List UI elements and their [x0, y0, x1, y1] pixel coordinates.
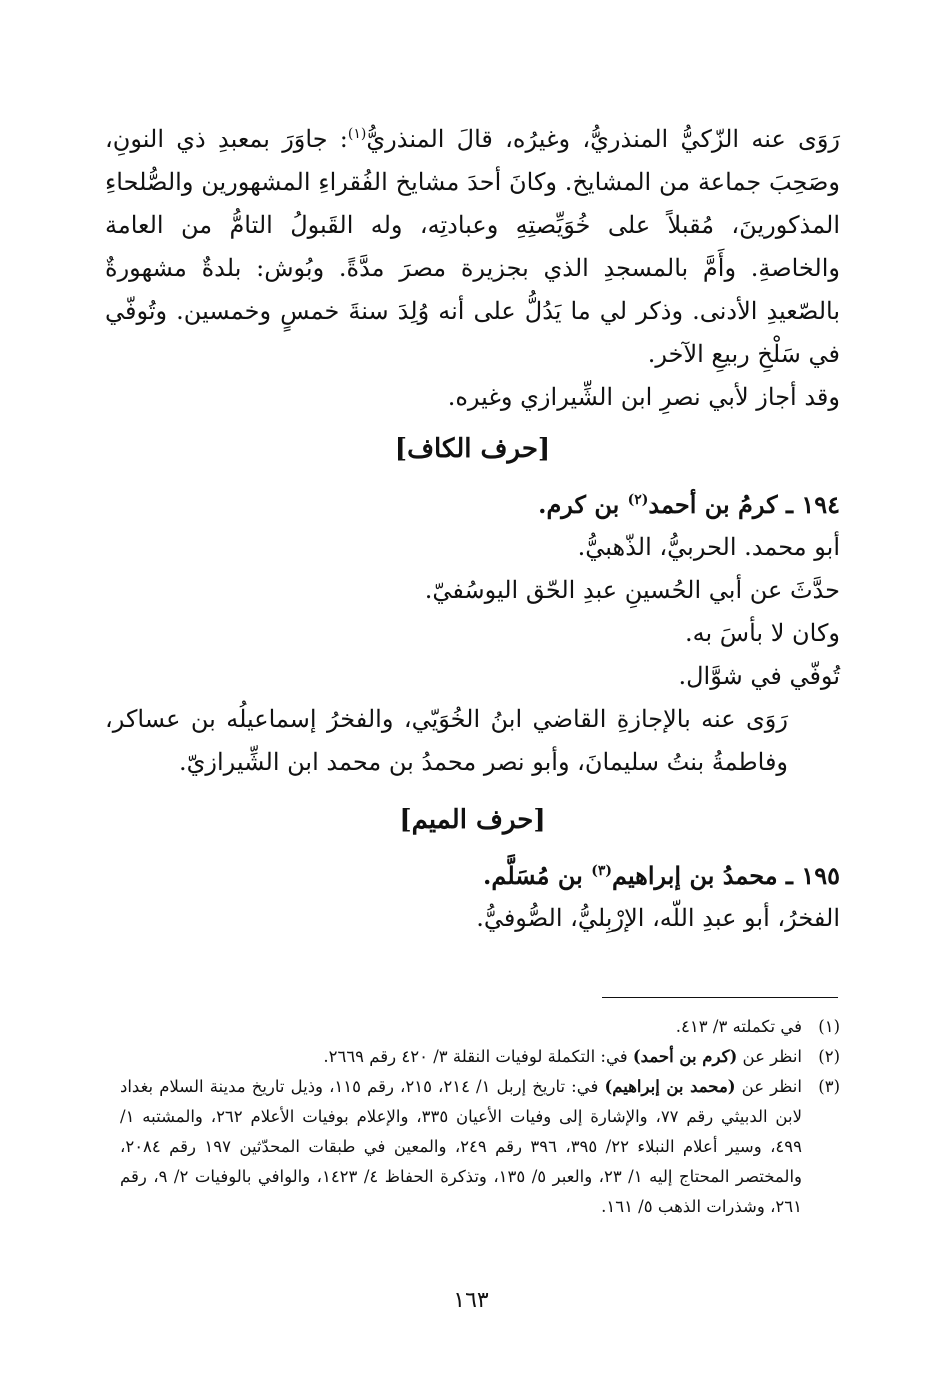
opening-text-rest: : جاوَرَ بمعبدِ ذي النونِ، وصَحِبَ جماعة من المشايخ. وكانَ أحدَ مشايخ الفُقراءِ المشهورين والصُّلحاءِ المذكورينَ، مُقبلاً على خُوَيِّصتِهِ وعبادتِه، وله القَبولُ التامُّ من العامة والخاصةِ. وأَمَّ بالمسجدِ الذي بجزيرة مصرَ مدَّةً. وبُوش: بلدةٌ مشهورةٌ بالصّعيدِ الأدنى. وذكر لي ما يَدُلُّ على أنه وُلِدَ سنةَ خمسٍ وخمسين. وتُوفّي في سَلْخِ ربيعِ الآخر. — [105, 125, 840, 368]
footnotes — [120, 1012, 840, 1222]
footnote-1-number: (١) — [818, 1017, 840, 1036]
footnote-ref-3[interactable]: (٣) — [591, 863, 612, 879]
footnote-2-subject: (كرم بن أحمد) — [632, 1047, 738, 1066]
footnote-3-text-post: في: تاريخ إربل ١/ ٢١٤، ٢١٥، رقم ١١٥، وذيل تاريخ مدينة السلام بغداد لابن الدبيثي رقم ٧٧، والإشارة إلى وفيات الأعيان ٣٣٥، والإعلام بوفيات الأعلام ٢٦٢، والمشتبه ١/ ٤٩٩، وسير أعلام النبلاء ٢٢/ ٣٩٥، ٣٩٦ رقم ٢٤٩، والمعين في طبقات المحدّثين ١٩٧ رقم ٢٠٨٤، والمختصر المحتاج إليه ١/ ٢٣، والعبر ٥/ ١٣٥، وتذكرة الحفاظ ٤/ ١٤٢٣، والوافي بالوفيات ٢/ ٩، رقم ٢٦١، وشذرات الذهب ٥/ ١٦١. — [120, 1077, 803, 1216]
footnote-3-text-pre: انظر عن — [735, 1077, 802, 1096]
footnote-2-text-pre: انظر عن — [737, 1047, 802, 1066]
entry-194-title — [105, 483, 840, 526]
footnote-2-text-post: في: التكملة لوفيات النقلة ٣/ ٤٢٠ رقم ٢٦٦٩. — [323, 1047, 633, 1066]
opening-text: رَوَى عنه الزّكيُّ المنذريُّ، وغيرُه، قالَ المنذريُّ — [366, 125, 841, 153]
section-title-mim: [حرف الميم] — [399, 805, 546, 835]
entry-194-line-4: تُوفّي في شوَّال. — [678, 662, 840, 690]
footnote-separator — [602, 997, 838, 998]
section-title-kaf: [حرف الكاف] — [394, 434, 551, 464]
entry-194-paragraph: رَوَى عنه بالإجازةِ القاضي ابنُ الخُوَيّي، والفخرُ إسماعيلُه بن عساكر، وفاطمةُ بنتُ سليمانَ، وأبو نصر محمدُ بن محمد ابن الشِّيرازيّ. — [105, 705, 788, 776]
page-number: ١٦٣ — [453, 1288, 489, 1313]
page-body — [105, 118, 840, 940]
footnote-ref-2[interactable]: (٢) — [627, 492, 649, 508]
footnote-3-number: (٣) — [818, 1077, 840, 1096]
footnote-2-number: (٢) — [818, 1047, 840, 1066]
footnote-1 — [120, 1012, 840, 1042]
entry-194-line-1: أبو محمد. الحربيُّ، الذّهبيُّ. — [577, 533, 840, 561]
entry-194-name-rest: بن كرم. — [538, 490, 628, 519]
footnote-1-text: في تكملته ٣/ ٤١٣. — [675, 1017, 802, 1036]
entry-194-name: ١٩٤ ـ كرمُ بن أحمد — [648, 490, 840, 519]
entry-195-name: ١٩٥ ـ محمدُ بن إبراهيم — [611, 861, 840, 890]
entry-194-line-2: حدَّثَ عن أبي الحُسينِ عبدِ الحّق اليوسُفيّ. — [424, 576, 840, 604]
footnote-3 — [120, 1072, 840, 1222]
entry-195-line-1: الفخرُ، أبو عبدِ اللّه، الإرْبِليُّ، الصُّوفيُّ. — [476, 904, 840, 932]
entry-195-name-rest: بن مُسَلَّم. — [482, 861, 592, 890]
opening-paragraph — [105, 118, 840, 376]
footnote-2 — [120, 1042, 840, 1072]
entry-195-title — [105, 854, 840, 897]
footnote-ref-1[interactable]: (١) — [347, 126, 367, 142]
entry-194-line-3: وكان لا بأسَ به. — [685, 619, 840, 647]
ijaza-line: وقد أجاز لأبي نصرِ ابن الشِّيرازي وغيره. — [447, 383, 840, 411]
footnote-3-subject: (محمد بن إبراهيم) — [604, 1077, 736, 1096]
